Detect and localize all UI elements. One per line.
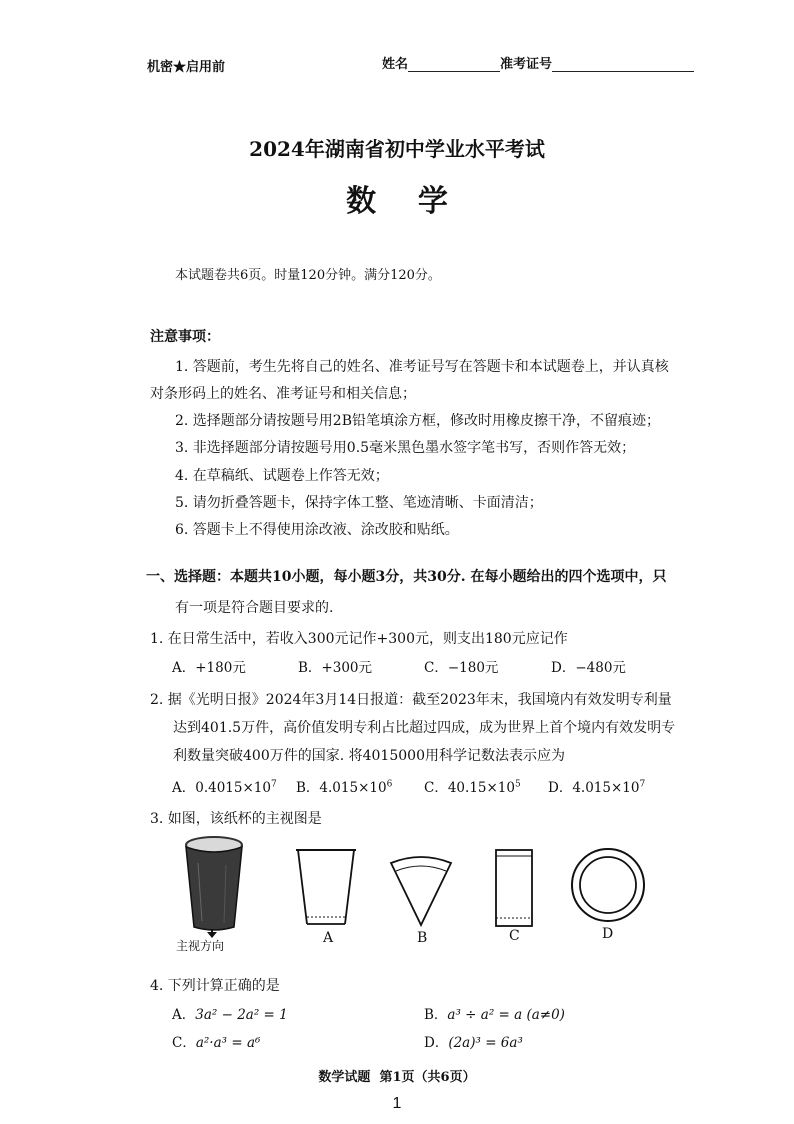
exam-title: 2024年湖南省初中学业水平考试	[249, 137, 545, 161]
q2-option-c: C．$40.15\times 10^5$	[424, 779, 521, 796]
q4-option-c: C．a²·a³ = a⁶	[172, 1035, 261, 1051]
paper-cup-image	[176, 833, 256, 938]
notes-heading: 注意事项：	[150, 329, 220, 345]
q3-figure-d	[568, 845, 648, 925]
note-item: 5. 请勿折叠答题卡，保持字体工整、笔迹清晰、卡面清洁；	[175, 495, 543, 511]
q1-option-d: D．−480元	[551, 660, 626, 676]
ticket-field	[500, 53, 694, 72]
q2-line: 2. 据《光明日报》2024年3月14日报道：截至2023年末，我国境内有效发明专利量	[150, 692, 672, 708]
section-heading: 一、选择题：本题共10小题，每小题3分，共30分. 在每小题给出的四个选项中，只	[146, 569, 667, 585]
q4-stem: 4. 下列计算正确的是	[150, 978, 280, 994]
q2-line: 达到401.5万件，高价值发明专利占比超过四成，成为世界上首个境内有效发明专	[173, 720, 676, 736]
note-item: 4. 在草稿纸、试题卷上作答无效；	[175, 468, 389, 484]
ticket-label: 准考证号	[500, 57, 553, 72]
q2-line: 利数量突破400万件的国家. 将4015000用科学记数法表示应为	[173, 748, 565, 764]
name-field	[382, 53, 500, 72]
name-blank	[408, 57, 500, 72]
q3-figure-b	[388, 853, 454, 931]
q1-option-a: A．+180元	[172, 660, 246, 676]
exam-info: 本试题卷共6页。时量120分钟。满分120分。	[175, 268, 441, 283]
note-item: 1. 答题前，考生先将自己的姓名、准考证号写在答题卡和本试题卷上，并认真核	[175, 359, 669, 375]
q1-stem: 1. 在日常生活中，若收入300元记作+300元，则支出180元应记作	[150, 631, 568, 647]
name-label: 姓名	[382, 57, 409, 72]
note-item: 3. 非选择题部分请按题号用0.5毫米黑色墨水签字笔书写，否则作答无效；	[175, 440, 636, 456]
secret-mark: 机密★启用前	[147, 60, 226, 75]
q3-figure-a	[294, 846, 358, 932]
q4-option-a: A．3a² − 2a² = 1	[172, 1007, 288, 1023]
page-number: 1	[392, 1095, 402, 1112]
note-item: 2. 选择题部分请按题号用2B铅笔填涂方框，修改时用橡皮擦干净，不留痕迹；	[175, 413, 661, 429]
q1-option-c: C．−180元	[424, 660, 499, 676]
ticket-blank	[552, 57, 694, 72]
q2-option-d: D．$4.015\times 10^7$	[548, 779, 646, 796]
q1-option-b: B．+300元	[298, 660, 372, 676]
note-item: 对条形码上的姓名、准考证号和相关信息；	[150, 386, 416, 402]
subject-title: 数 学	[346, 184, 448, 219]
q2-option-b: B．$4.015\times 10^6$	[296, 779, 393, 796]
q3-label-b: B	[417, 930, 428, 946]
q4-option-d: D．(2a)³ = 6a³	[424, 1035, 523, 1051]
q3-figure-c	[492, 846, 536, 932]
q3-stem: 3. 如图，该纸杯的主视图是	[150, 811, 322, 827]
section-heading-cont: 有一项是符合题目要求的.	[175, 600, 334, 616]
q4-option-b: B．a³ ÷ a² = a (a≠0)	[424, 1007, 565, 1023]
page-footer: 数学试题 第1页（共6页）	[318, 1070, 476, 1085]
note-item: 6. 答题卡上不得使用涂改液、涂改胶和贴纸。	[175, 522, 459, 538]
view-direction-label: 主视方向	[176, 939, 225, 953]
q3-label-a: A	[323, 930, 334, 946]
q3-label-c: C	[509, 928, 520, 944]
q3-label-d: D	[602, 926, 614, 942]
q2-option-a: A．$0.4015\times 10^7$	[172, 779, 277, 796]
